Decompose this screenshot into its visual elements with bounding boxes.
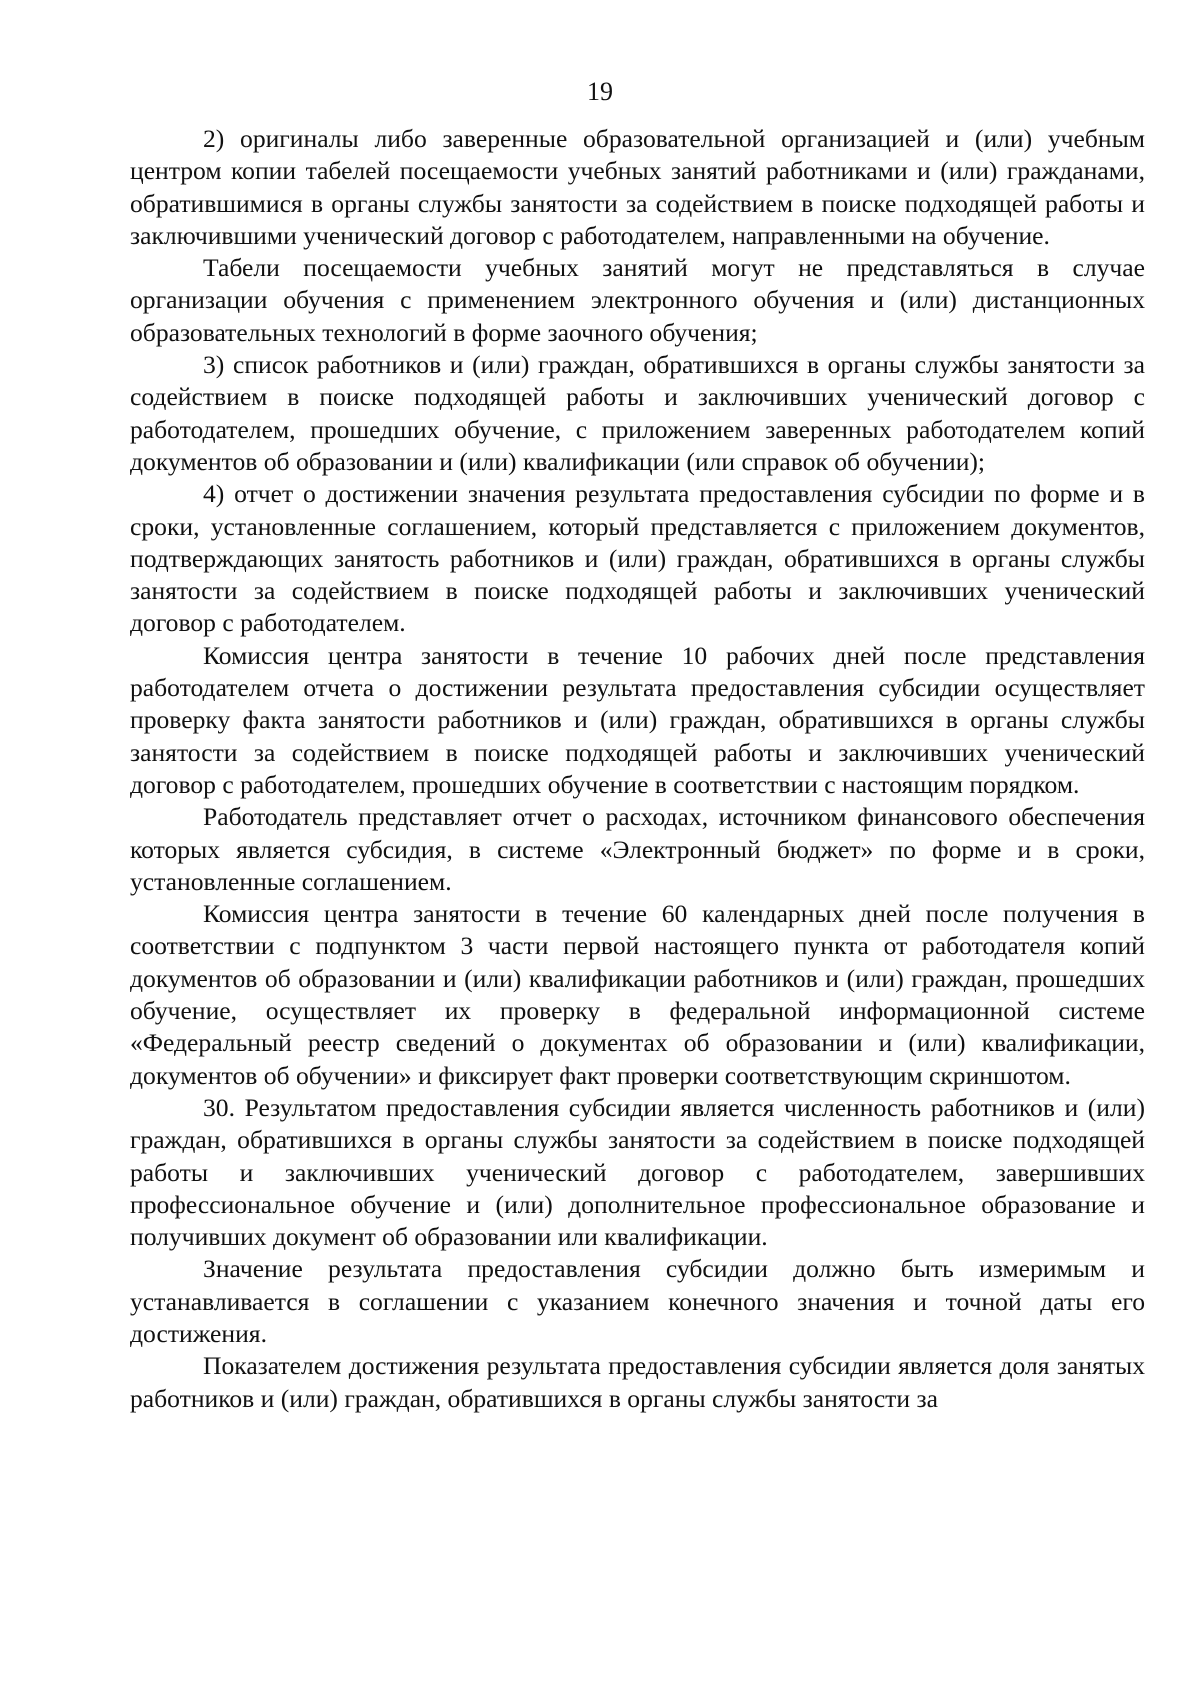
paragraph-expense-report: Работодатель представляет отчет о расходах, источником финансового обеспечения которых является субсидия, в системе «Электронный бюджет» по форме и в сроки, установленные соглашением. [130, 802, 1145, 896]
page-number: 19 [587, 77, 613, 106]
paragraph-result-indicator: Показателем достижения результата предоставления субсидии является доля занятых работников и (или) граждан, обратившихся в органы службы занятости за [130, 1351, 1145, 1413]
paragraph-result-value: Значение результата предоставления субсидии должно быть измеримым и устанавливается в соглашении с указанием конечного значения и точной даты его достижения. [130, 1254, 1145, 1348]
paragraph-item-30-subsidy-result: 30. Результатом предоставления субсидии является численность работников и (или) граждан, обратившихся в органы службы занятости за содействием в поиске подходящей работы и заключивших ученический договор с работодателем, завершивших профессиональное обучение и (или) дополнительное профессиональное образование и получивших документ об образовании или квалификации. [130, 1092, 1145, 1252]
paragraph-commission-employment-check: Комиссия центра занятости в течение 10 рабочих дней после представления работодателем отчета о достижении результата предоставления субсидии осуществляет проверку факта занятости работников и (или) граждан, обратившихся в органы службы занятости за содействием в поиске подходящей работы и заключивших ученический договор с работодателем, прошедших обучение в соответствии с настоящим порядком. [130, 640, 1145, 799]
paragraph-item-2-attendance-sheets: 2) оригиналы либо заверенные образовательной организацией и (или) учебным центром копии табелей посещаемости учебных занятий работниками и (или) гражданами, обратившимися в органы службы занятости за содействием в поиске подходящей работы и заключившими ученический договор с работодателем, направленными на обучение. [130, 124, 1145, 250]
paragraph-attendance-exception: Табели посещаемости учебных занятий могут не представляться в случае организации обучения с применением электронного обучения и (или) дистанционных образовательных технологий в форме заочного обучения; [130, 253, 1145, 347]
paragraph-item-4-result-report: 4) отчет о достижении значения результата предоставления субсидии по форме и в сроки, установленные соглашением, который представляется с приложением документов, подтверждающих занятость работников и (или) граждан, обратившихся в органы службы занятости за содействием в поиске подходящей работы и заключивших ученический договор с работодателем. [130, 479, 1145, 638]
document-body [130, 123, 1145, 1415]
paragraph-item-3-employee-list: 3) список работников и (или) граждан, обратившихся в органы службы занятости за содействием в поиске подходящей работы и заключивших ученический договор с работодателем, прошедших обучение, с приложением заверенных работодателем копий документов об образовании и (или) квалификации (или справок об обучении); [130, 350, 1145, 476]
paragraph-commission-document-check: Комиссия центра занятости в течение 60 календарных дней после получения в соответствии с подпунктом 3 части первой настоящего пункта от работодателя копий документов об образовании и (или) квалификации работников и (или) граждан, прошедших обучение, осуществляет их проверку в федеральной информационной системе «Федеральный реестр сведений о документах об образовании и (или) квалификации, документов об обучении» и фиксирует факт проверки соответствующим скриншотом. [130, 899, 1145, 1090]
